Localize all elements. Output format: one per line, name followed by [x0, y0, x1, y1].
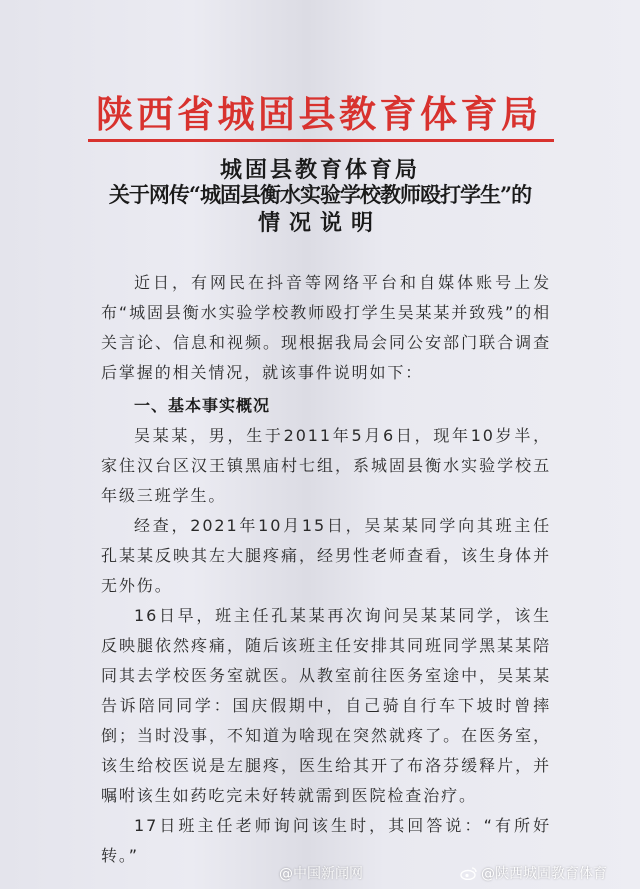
watermark-source-2	[460, 863, 607, 883]
paragraph-oct-16: 16日早，班主任孔某某再次询问吴某某同学，该生反映腿依然疼痛，随后该班主任安排其同班同学黑某某陪同其去学校医务室就医。从教室前往医务室途中，吴某某告诉陪同同学：国庆假期中，自己骑自行车下坡时曾摔倒；当时没事，不知道为啥现在突然就疼了。在医务室，该生给校医说是左腿疼，医生给其开了布洛芬缓释片，并嘱咐该生如药吃完未好转就需到医院检查治疗。	[101, 606, 551, 805]
letterhead-org-name: 陕西省城固县教育体育局	[96, 92, 542, 136]
title-line-3: 情况说明	[257, 210, 382, 236]
watermark-source-1-text: @中国新闻网	[279, 866, 363, 882]
weibo-icon	[460, 866, 478, 880]
letterhead-red-rule	[88, 139, 554, 142]
paragraph-oct-17: 17日班主任老师询问该生时，其回答说：“有所好转。”	[101, 816, 551, 865]
title-line-2: 关于网传“城固县衡水实验学校教师殴打学生”的	[108, 182, 532, 207]
paragraph-oct-15: 经查，2021年10月15日，吴某某同学向其班主任孔某某反映其左大腿疼痛，经男性老师查看，该生身体并无外伤。	[101, 516, 551, 595]
intro-paragraph: 近日，有网民在抖音等网络平台和自媒体账号上发布“城固县衡水实验学校教师殴打学生吴某某并致残”的相关言论、信息和视频。现根据我局会同公安部门联合调查后掌握的相关情况，就该事件说明如下：	[101, 273, 551, 382]
watermark-source-2-text: @陕西城固教育体育	[481, 866, 607, 882]
section-heading-1: 一、基本事实概况	[134, 396, 271, 415]
title-line-1: 城固县教育体育局	[219, 157, 420, 183]
paragraph-student-info: 吴某某，男，生于2011年5月6日，现年10岁半，家住汉台区汉王镇黑庙村七组，系城固县衡水实验学校五年级三班学生。	[101, 426, 551, 505]
document-body	[101, 268, 551, 871]
watermark-source-1	[279, 863, 363, 883]
